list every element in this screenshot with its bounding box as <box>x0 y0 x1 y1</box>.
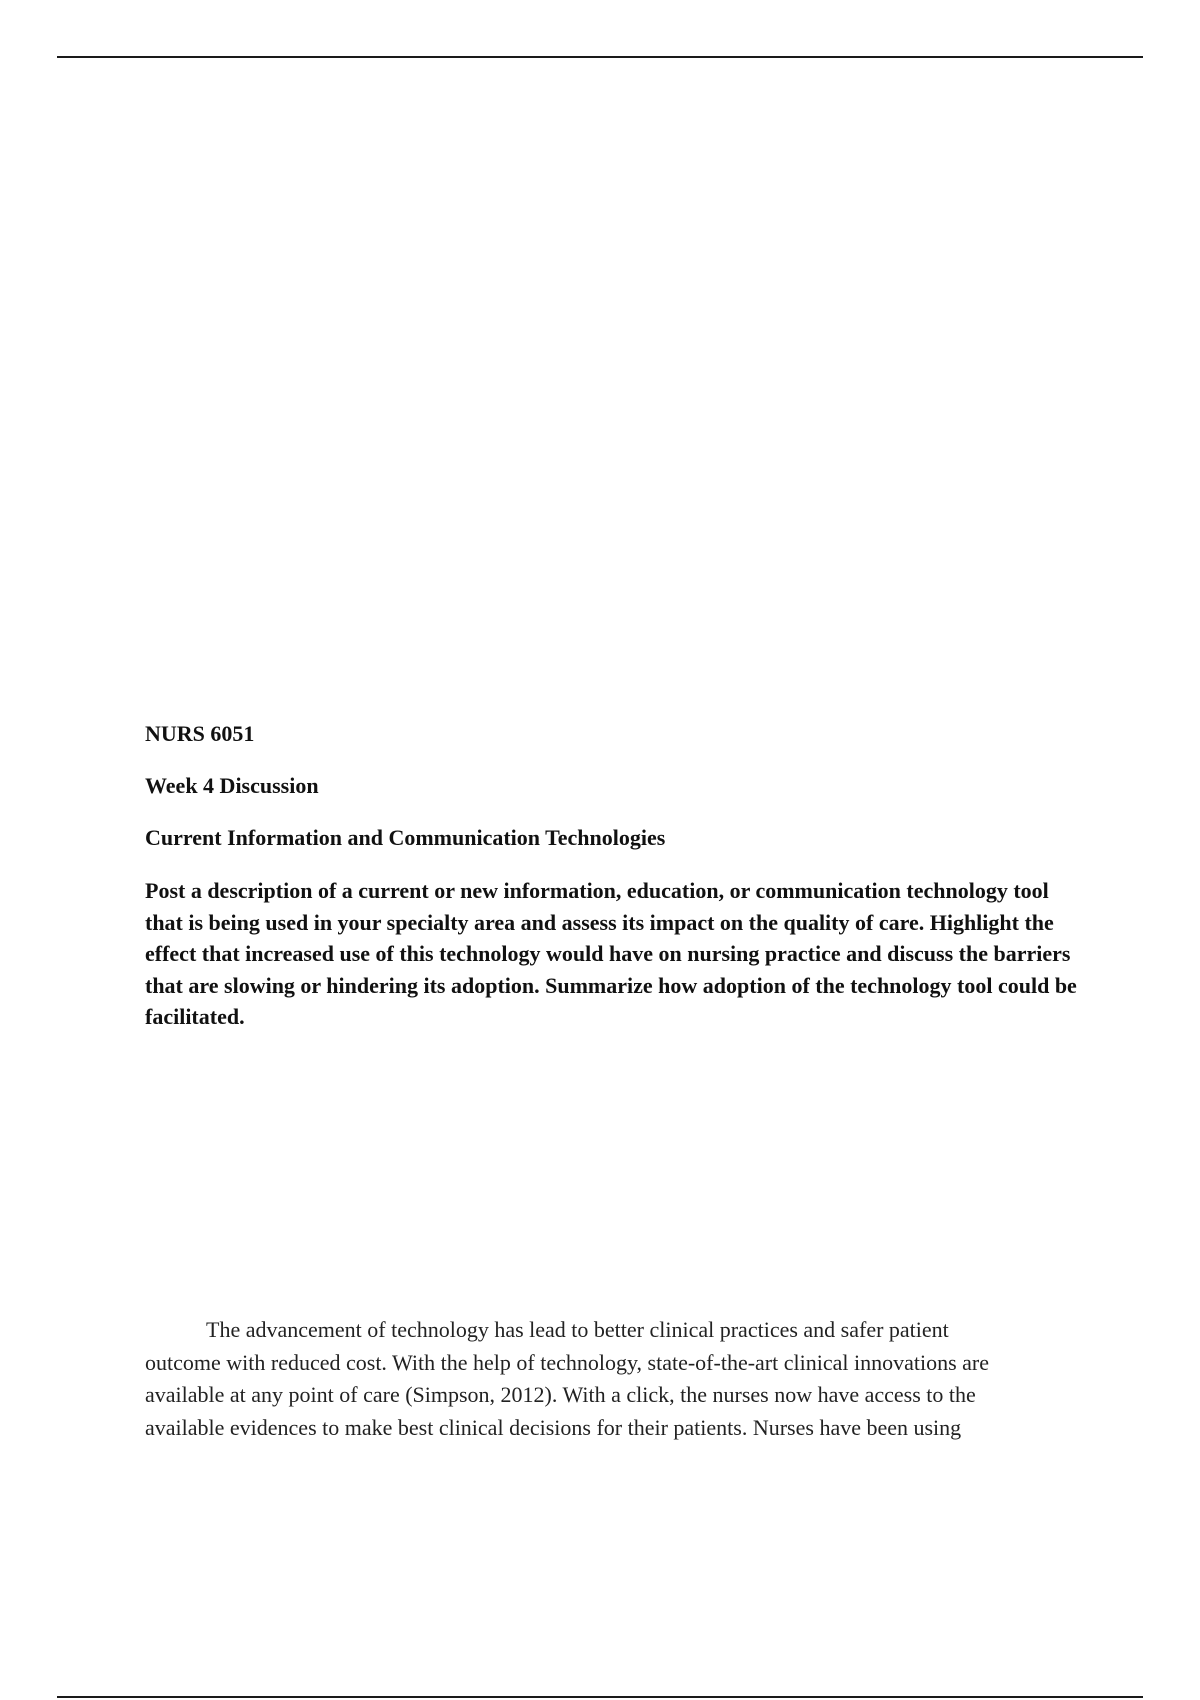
prompt-line: practice and discuss the barriers that are slowing or hindering its adoption. Summarize <box>145 941 1071 998</box>
body-line: available evidences to make best clinical decisions for their patients. Nurses have been using <box>145 1414 962 1440</box>
body-line: The advancement of technology has lead to better clinical practices and safer patient <box>206 1317 949 1342</box>
discussion-prompt <box>145 875 1085 1033</box>
week-label: Week 4 Discussion <box>145 773 319 798</box>
top-divider <box>57 56 1143 58</box>
prompt-line: Post a description of a current or new information, education, or communication <box>145 878 907 903</box>
bottom-divider <box>57 1696 1143 1698</box>
prompt-line: of care. Highlight the effect that increased use of this technology would have on nursing <box>145 909 1054 966</box>
course-code: NURS 6051 <box>145 721 255 746</box>
prompt-line: technology tool that is being used in your specialty area and assess its impact on the quality <box>145 878 1049 935</box>
topic-title: Current Information and Communication Technologies <box>145 825 666 850</box>
body-paragraph <box>145 1314 1090 1444</box>
body-line: available at any point of care (Simpson, 2012). With a click, the nurses now have access to the <box>145 1382 976 1407</box>
prompt-line: how adoption of the technology tool could be facilitated. <box>145 972 1077 1029</box>
body-line: outcome with reduced cost. With the help of technology, state-of-the-art clinical innovations are <box>145 1349 990 1375</box>
